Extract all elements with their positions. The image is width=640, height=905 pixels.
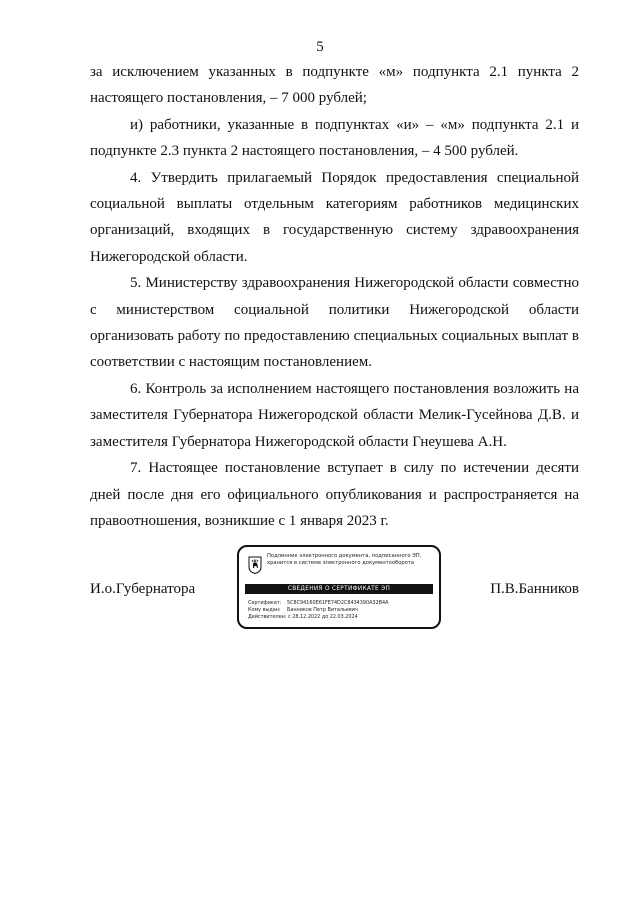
stamp-row-value: с 28.12.2022 до 22.03.2024 <box>288 614 358 620</box>
stamp-header-line: Подлинник электронного документа, подписанного ЭП, <box>267 553 422 559</box>
stamp-row-value: Банников Петр Витальевич <box>287 607 358 613</box>
stamp-row-label: Действителен: <box>248 614 287 620</box>
deer-emblem-icon <box>248 556 262 574</box>
document-body <box>90 59 579 534</box>
stamp-certificate-bar: СВЕДЕНИЯ О СЕРТИФИКАТЕ ЭП <box>245 584 433 594</box>
stamp-row-label: Сертификат: <box>248 600 282 606</box>
stamp-header <box>267 553 437 566</box>
paragraph: и) работники, указанные в подпунктах «и» – «м» подпункта 2.1 и подпункте 2.3 пункта 2 настоящего постановления, – 4 500 рублей. <box>90 116 579 160</box>
electronic-signature-stamp <box>237 545 441 629</box>
signer-name: П.В.Банников <box>490 581 579 597</box>
stamp-row-issued-to <box>248 607 436 614</box>
paragraph: за исключением указанных в подпункте «м» подпункта 2.1 пункта 2 настоящего постановления, – 7 000 рублей; <box>90 64 579 107</box>
stamp-row-validity <box>248 614 436 621</box>
stamp-row-label: Кому выдан: <box>248 607 281 613</box>
paragraph: 5. Министерству здравоохранения Нижегородской области совместно с министерством социальной политики Нижегородской области организовать работу по предоставлению специальных социальных выплат в соответствии с настоящим постановлением. <box>90 275 579 371</box>
signer-title: И.о.Губернатора <box>90 581 196 597</box>
page-number: 5 <box>316 39 324 55</box>
paragraph: 6. Контроль за исполнением настоящего постановления возложить на заместителя Губернатора Нижегородской области Мелик-Гусейнова Д.В. и заместителя Губернатора Нижегородской области Гнеушева А.Н. <box>90 380 579 450</box>
stamp-header-line: хранится в системе электронного документооборота <box>267 559 415 566</box>
stamp-row-certificate <box>248 600 436 607</box>
stamp-details <box>248 600 436 621</box>
paragraph: 4. Утвердить прилагаемый Порядок предоставления специальной социальной выплаты отдельным категориям работников медицинских организаций, входящих в государственную систему здравоохранения Нижегородской области. <box>90 169 579 265</box>
paragraph: 7. Настоящее постановление вступает в силу по истечении десяти дней после дня его официального опубликования и распространяется на правоотношения, возникшие с 1 января 2023 г. <box>90 460 579 529</box>
stamp-row-value: 5C8C94160E61FE74D2C8434390A32B4A <box>287 600 389 606</box>
